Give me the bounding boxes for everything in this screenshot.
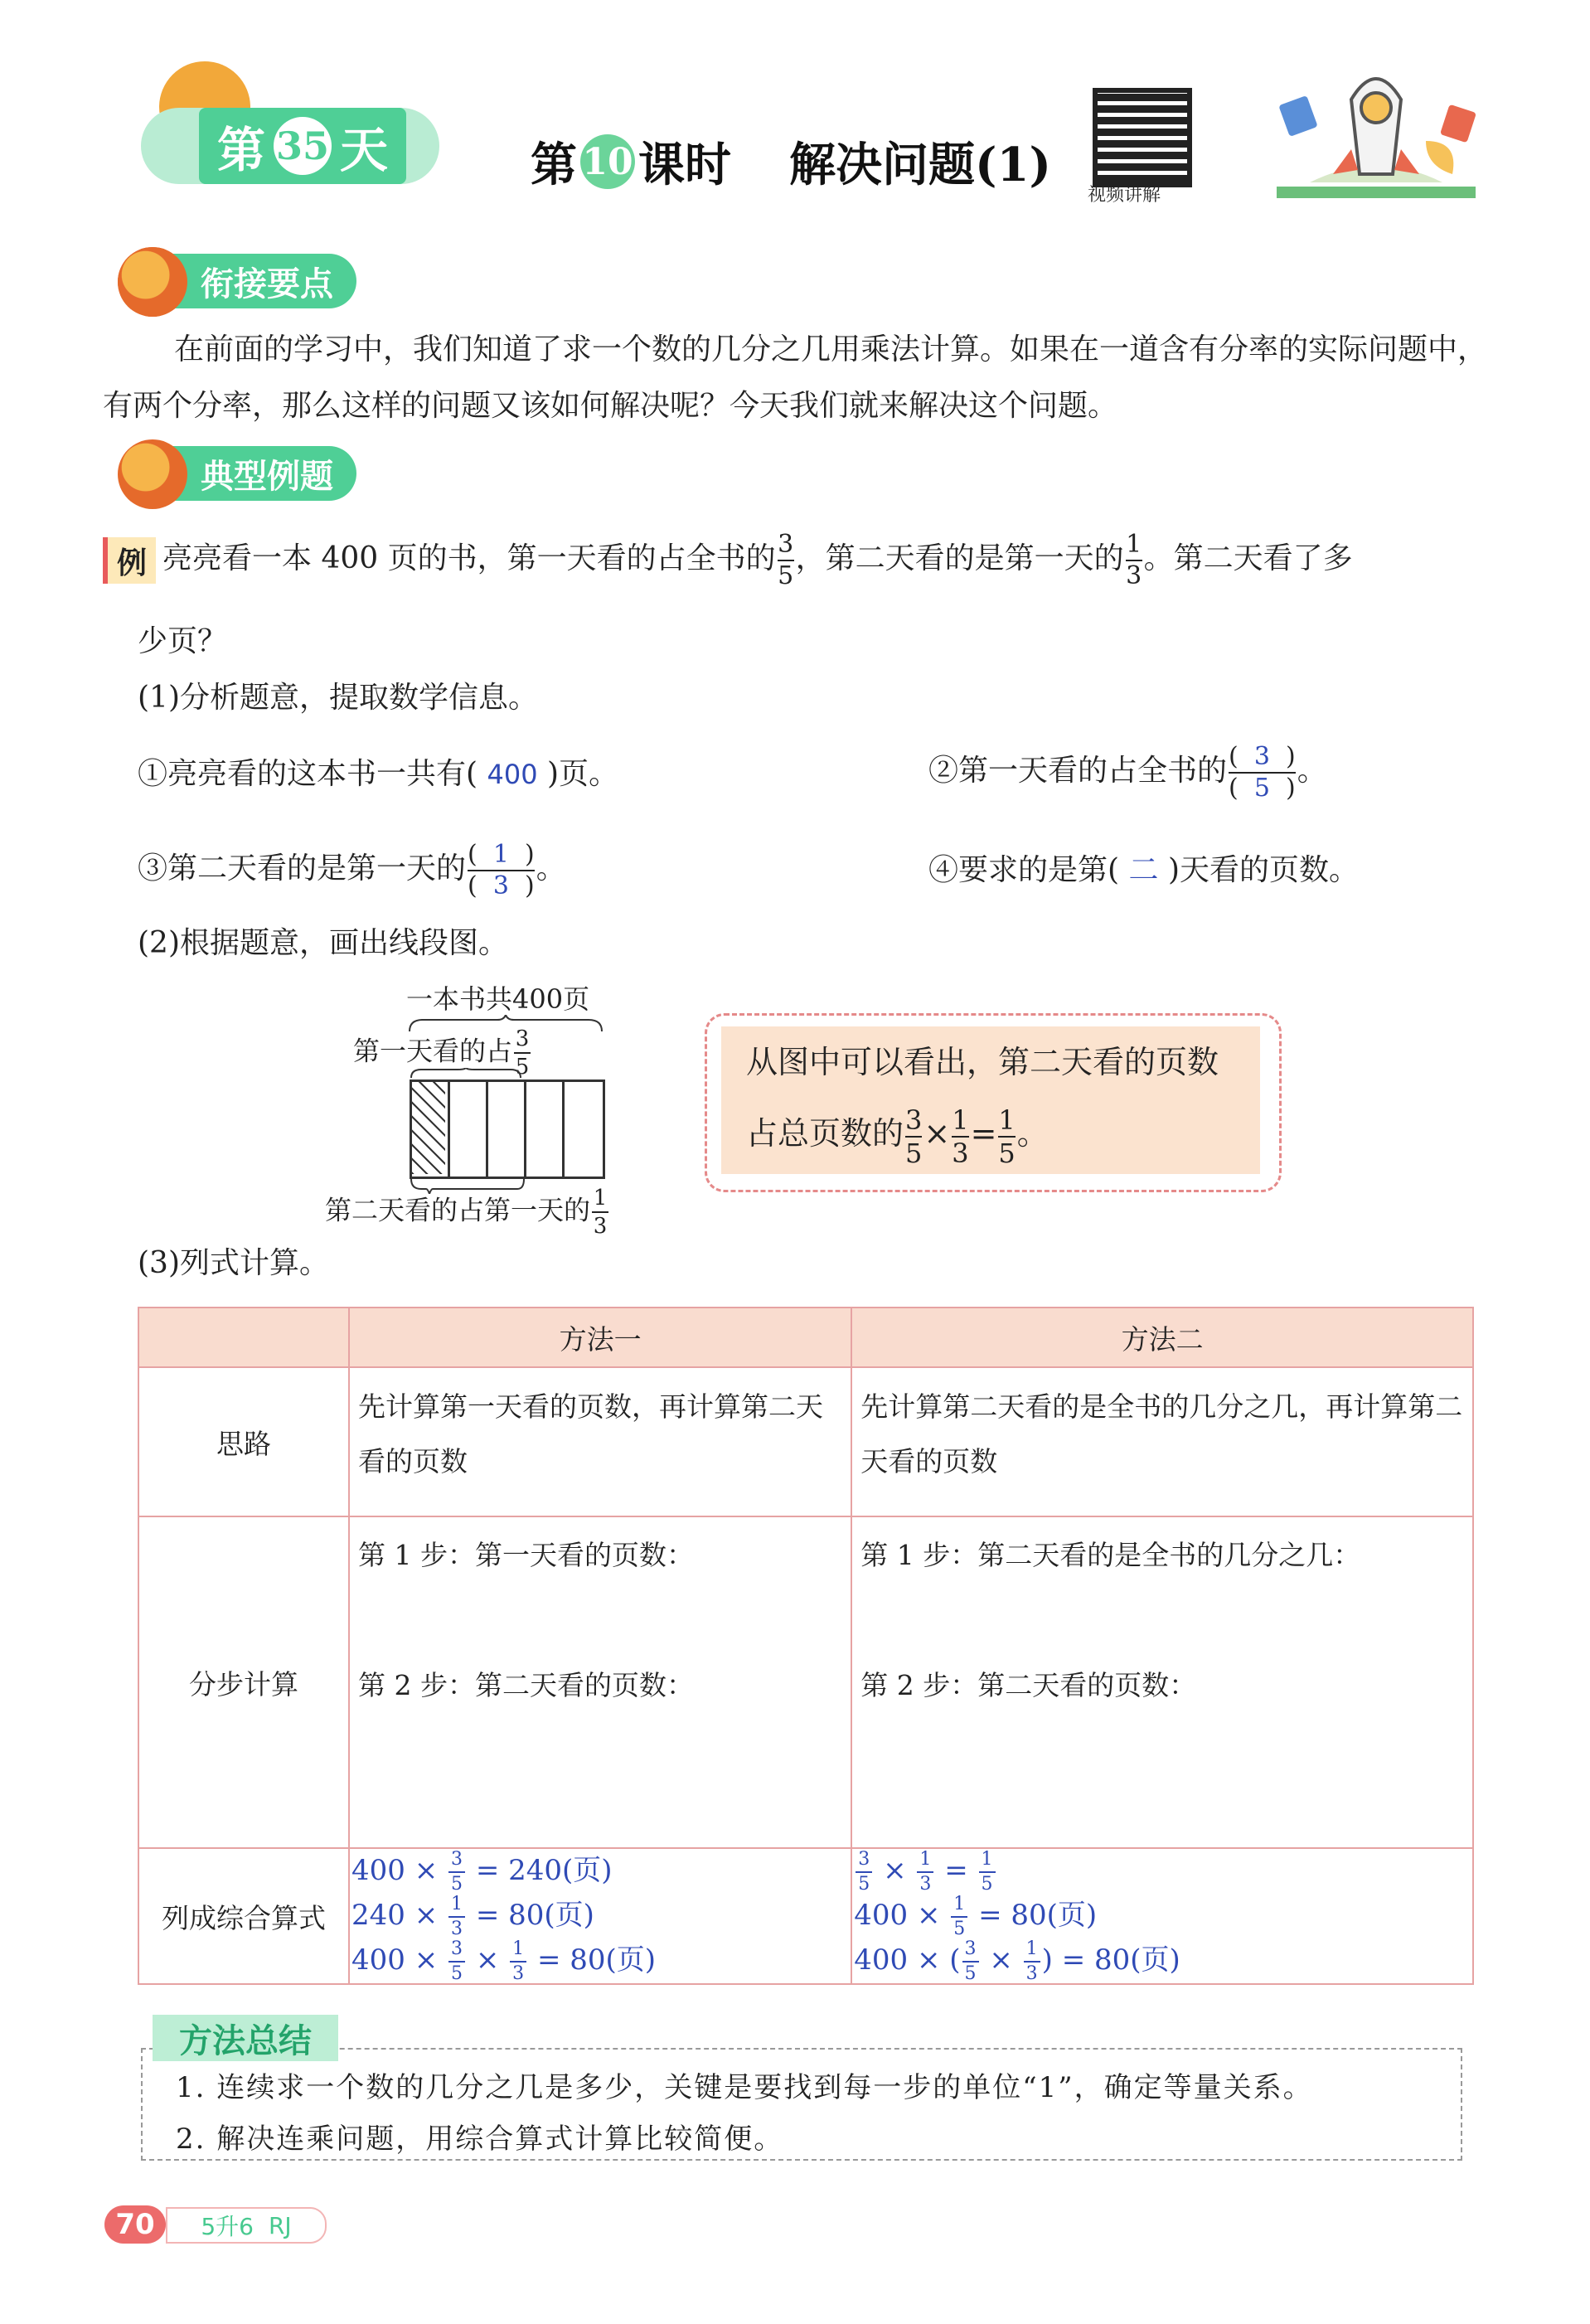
summary-line2: 2. 解决连乘问题，用综合算式计算比较简便。 <box>176 2123 784 2156</box>
step2-heading: (2)根据题意，画出线段图。 <box>138 926 508 960</box>
callout-line2 <box>746 1098 1260 1169</box>
fraction <box>778 532 794 589</box>
numerator: 1 <box>1126 530 1142 559</box>
formula-text: 400 × <box>351 1854 439 1887</box>
row-head-combined: 列成综合算式 <box>138 1848 349 1984</box>
denominator: 5 <box>1253 774 1270 803</box>
edition-label: RJ <box>268 2211 292 2239</box>
table-row <box>138 1848 1473 1984</box>
formula-text: 400 × <box>351 1943 439 1977</box>
lesson-number: 10 <box>580 134 635 189</box>
day1-label-text: 第一天看的占 <box>353 1035 513 1067</box>
numerator: 1 <box>952 1104 969 1136</box>
column-method2: 方法二 <box>851 1308 1473 1367</box>
period: 。 <box>1016 1115 1049 1152</box>
example-text-d: 少页？ <box>138 624 228 658</box>
paren: ) <box>524 871 535 900</box>
formula-line <box>351 1894 849 1938</box>
paren: ( <box>468 871 477 900</box>
answer-total-pages: 400 <box>487 759 538 790</box>
table-corner <box>138 1308 349 1367</box>
answer-day: 二 <box>1128 853 1159 887</box>
formula-text: 240 × <box>351 1899 439 1932</box>
step3-heading: (3)列式计算。 <box>138 1246 329 1280</box>
equals-sign: = <box>970 1115 997 1152</box>
denominator: 5 <box>981 1874 993 1895</box>
numerator: 1 <box>919 1849 932 1870</box>
formula-text: 400 × <box>854 1899 941 1932</box>
row-head-steps: 分步计算 <box>138 1516 349 1848</box>
example-problem <box>162 531 1353 589</box>
diagram-total-label: 一本书共400页 <box>406 983 590 1015</box>
fraction <box>592 1187 608 1237</box>
method1-step1: 第 1 步：第一天看的页数： <box>358 1539 694 1571</box>
numerator: 1 <box>492 840 509 869</box>
denominator: 3 <box>919 1874 932 1895</box>
denominator: 3 <box>593 1214 608 1239</box>
planet-icon <box>118 439 187 509</box>
lesson-topic: 解决问题(1) <box>789 138 1051 192</box>
fraction <box>905 1104 923 1169</box>
method2-steps <box>851 1516 1473 1848</box>
example-text-b: ，第二天看的是第一天的 <box>795 541 1124 575</box>
numerator: 3 <box>451 1849 463 1870</box>
answer-fraction <box>1229 742 1296 803</box>
numerator: 1 <box>451 1894 463 1914</box>
formula-text: = 240(页) <box>475 1854 613 1887</box>
times-sign: × <box>923 1115 951 1152</box>
denominator: 3 <box>952 1137 969 1169</box>
denominator: 3 <box>1025 1963 1038 1984</box>
formula-text: ) = 80(页) <box>1041 1943 1180 1977</box>
lesson-title <box>531 129 1051 195</box>
paren: ( <box>1229 742 1239 771</box>
numerator: 3 <box>515 1026 530 1051</box>
page-number: 70 <box>104 2205 166 2244</box>
diagram-day1-brace <box>410 1068 524 1080</box>
method1-step2: 第 2 步：第二天看的页数： <box>358 1669 694 1701</box>
formula-text: = 80(页) <box>536 1943 657 1977</box>
summary-line1: 1. 连续求一个数的几分之几是多少，关键是要找到每一步的单位“1”，确定等量关系。 <box>176 2071 1313 2104</box>
denominator: 5 <box>998 1137 1016 1169</box>
lesson-suffix: 课时 <box>638 138 731 192</box>
method1-idea: 先计算第一天看的页数，再计算第二天看的页数 <box>349 1367 851 1516</box>
table-row <box>138 1516 1473 1848</box>
period: 。 <box>1297 754 1327 788</box>
step1-heading: (1)分析题意，提取数学信息。 <box>138 681 538 715</box>
formula-line <box>351 1849 849 1894</box>
page-series-tag <box>166 2207 327 2244</box>
numerator: 1 <box>998 1104 1016 1136</box>
numerator: 3 <box>451 1938 463 1959</box>
info-item-4 <box>928 842 1359 899</box>
period: 。 <box>536 851 566 885</box>
info-item-2 <box>928 743 1327 801</box>
formula-text: = 80(页) <box>978 1899 1098 1932</box>
denominator: 5 <box>858 1874 870 1895</box>
callout-content <box>721 1026 1260 1174</box>
formula-line <box>351 1938 849 1983</box>
planet-icon-front <box>118 247 187 317</box>
section-tag-label: 典型例题 <box>201 457 333 496</box>
formula-line <box>854 1849 1471 1894</box>
denominator: 3 <box>512 1963 525 1984</box>
summary-tag: 方法总结 <box>153 2015 338 2061</box>
example-marker: 例 <box>103 537 156 584</box>
section-tag-label: 衔接要点 <box>201 264 333 303</box>
lesson-prefix: 第 <box>531 138 577 192</box>
day-prefix: 第 <box>216 122 265 178</box>
table-row <box>138 1367 1473 1516</box>
denominator: 3 <box>1126 561 1142 590</box>
paren: ( <box>1229 774 1239 803</box>
fraction <box>952 1104 969 1169</box>
table-header-row <box>138 1308 1473 1367</box>
times-sign: × <box>883 1854 907 1887</box>
solution-table <box>138 1307 1474 1985</box>
method2-idea: 先计算第二天看的是全书的几分之几，再计算第二天看的页数 <box>851 1367 1473 1516</box>
answer-fraction <box>468 842 535 899</box>
method1-steps <box>349 1516 851 1848</box>
denominator: 3 <box>492 871 509 900</box>
numerator: 3 <box>905 1104 923 1136</box>
day2-label-text: 第二天看的占第一天的 <box>325 1194 591 1226</box>
day2-hatched-segment <box>412 1082 445 1174</box>
method2-formulas <box>851 1848 1473 1984</box>
numerator: 3 <box>778 530 794 559</box>
numerator: 3 <box>1253 742 1270 771</box>
method2-step2: 第 2 步：第二天看的页数： <box>860 1669 1197 1701</box>
paren: ( <box>468 840 477 869</box>
denominator: 3 <box>451 1919 463 1939</box>
rocket-illustration-icon <box>1260 50 1492 216</box>
callout-line1: 从图中可以看出，第二天看的页数 <box>746 1044 1219 1080</box>
segment-divider <box>486 1082 488 1177</box>
numerator: 1 <box>953 1894 966 1914</box>
item-text: ③第二天看的是第一天的 <box>138 851 467 885</box>
section1-text: 在前面的学习中，我们知道了求一个数的几分之几用乘法计算。如果在一道含有分率的实际问题中，有两个分率，那么这样的问题又该如何解决呢？今天我们就来解决这个问题。 <box>103 332 1488 423</box>
column-method1: 方法一 <box>349 1308 851 1367</box>
equals-sign: = <box>944 1854 968 1887</box>
info-item-1 <box>138 746 618 803</box>
item-text: ②第一天看的占全书的 <box>928 754 1228 788</box>
info-item-3 <box>138 841 566 899</box>
day-number: 35 <box>274 117 332 175</box>
day-suffix: 天 <box>340 122 389 178</box>
formula-line <box>854 1894 1471 1938</box>
segment-divider <box>524 1082 526 1177</box>
numerator: 1 <box>981 1849 993 1870</box>
denominator: 5 <box>964 1963 977 1984</box>
item-text: )天看的页数。 <box>1167 853 1360 887</box>
fraction <box>1126 532 1142 589</box>
example-text-c: 。第二天看了多 <box>1143 541 1353 575</box>
segment-divider <box>448 1082 450 1177</box>
example-text-a: 亮亮看一本 400 页的书，第一天看的占全书的 <box>162 541 776 575</box>
segment-divider <box>562 1082 565 1177</box>
formula-text: = 80(页) <box>475 1899 594 1932</box>
day-badge <box>199 108 406 184</box>
row-head-idea: 思路 <box>138 1367 349 1516</box>
numerator: 3 <box>858 1849 870 1870</box>
numerator: 1 <box>593 1186 608 1211</box>
paren: ) <box>1285 742 1296 771</box>
fraction <box>998 1104 1016 1169</box>
formula-text: 400 × ( <box>854 1943 961 1977</box>
diagram-day2-label <box>325 1187 610 1237</box>
callout-text: 占总页数的 <box>746 1115 904 1152</box>
numerator: 1 <box>512 1938 525 1959</box>
item-text: )页。 <box>547 757 619 791</box>
numerator: 1 <box>1025 1938 1038 1959</box>
denominator: 5 <box>953 1919 966 1939</box>
denominator: 5 <box>905 1137 923 1169</box>
formula-line <box>854 1938 1471 1983</box>
paren: ) <box>524 840 535 869</box>
denominator: 5 <box>451 1963 463 1984</box>
item-text: ①亮亮看的这本书一共有( <box>138 757 478 791</box>
numerator: 3 <box>964 1938 977 1959</box>
qr-label: 视频讲解 <box>1088 185 1161 206</box>
paren: ) <box>1285 774 1296 803</box>
denominator: 5 <box>451 1874 463 1895</box>
method2-step1: 第 1 步：第二天看的是全书的几分之几： <box>860 1539 1361 1571</box>
times-sign: × <box>989 1943 1013 1977</box>
denominator: 5 <box>778 561 794 590</box>
times-sign: × <box>475 1943 500 1977</box>
qr-code-icon[interactable] <box>1093 88 1192 187</box>
denominator: 5 <box>515 1055 530 1080</box>
method1-formulas <box>349 1848 851 1984</box>
item-text: ④要求的是第( <box>928 853 1120 887</box>
series-label: 5升6 <box>201 2213 254 2240</box>
